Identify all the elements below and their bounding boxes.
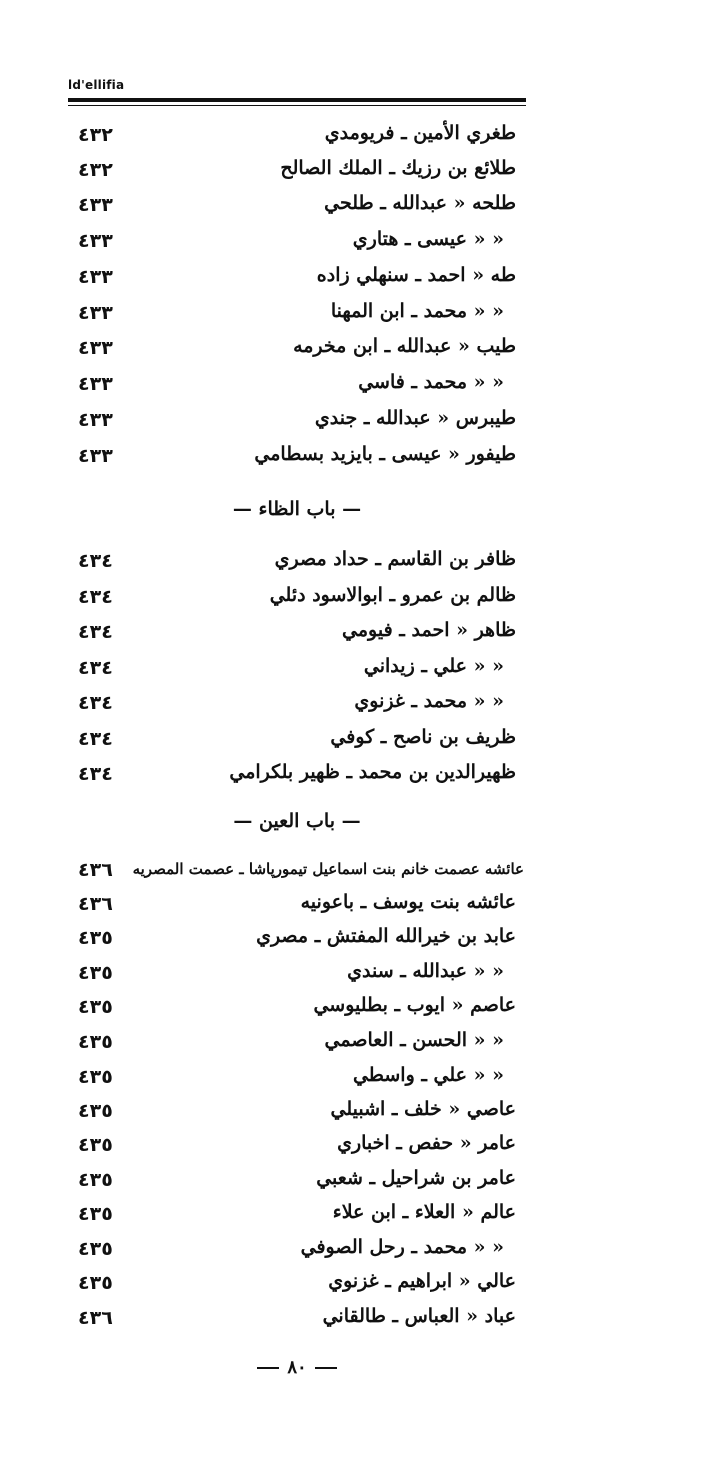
entry-text: ظالم بن عمرو ـ ابوالاسود دئلي bbox=[269, 584, 516, 606]
entry-text: « « محمد ـ ابن المهنا bbox=[330, 300, 504, 322]
index-entry bbox=[68, 921, 526, 955]
entry-text: ظافر بن القاسم ـ حداد مصري bbox=[274, 548, 516, 570]
index-entry bbox=[68, 403, 526, 437]
entry-page-number: ٤٣٥ bbox=[78, 1066, 113, 1088]
entry-text: عائشه عصمت خانم بنت اسماعيل تيمورپاشا ـ عصمت المصريه bbox=[132, 860, 524, 878]
entry-text: طيبرس « عبدالله ـ جندي bbox=[314, 407, 516, 429]
index-entry bbox=[68, 1266, 526, 1300]
index-entry bbox=[68, 224, 526, 258]
entry-text: طيب « عبدالله ـ ابن مخرمه bbox=[293, 335, 516, 357]
index-entry bbox=[68, 990, 526, 1024]
index-entry bbox=[68, 615, 526, 649]
entry-text: « « علي ـ زيداني bbox=[363, 655, 504, 677]
entry-text: طغري الأمين ـ فريومدي bbox=[324, 122, 516, 144]
index-entry bbox=[68, 118, 526, 152]
index-entry bbox=[68, 1128, 526, 1162]
entry-text: ظريف بن ناصح ـ كوفي bbox=[330, 726, 516, 748]
entry-page-number: ٤٣٣ bbox=[78, 230, 113, 252]
entry-page-number: ٤٣٤ bbox=[78, 692, 113, 714]
entry-page-number: ٤٣٦ bbox=[78, 1307, 113, 1329]
entry-page-number: ٤٣٥ bbox=[78, 1272, 113, 1294]
index-entry bbox=[68, 757, 526, 791]
index-entry bbox=[68, 580, 526, 614]
index-entry bbox=[68, 188, 526, 222]
footer-dash-left bbox=[315, 1367, 337, 1369]
entry-page-number: ٤٣٤ bbox=[78, 657, 113, 679]
entry-page-number: ٤٣٥ bbox=[78, 927, 113, 949]
index-entry bbox=[68, 1301, 526, 1335]
entry-text: ظاهر « احمد ـ فيومي bbox=[342, 619, 516, 641]
entry-page-number: ٤٣٥ bbox=[78, 996, 113, 1018]
entry-text: « « محمد ـ غزنوي bbox=[354, 690, 504, 712]
page-number: ٨٠ bbox=[287, 1357, 307, 1378]
entry-page-number: ٤٣٤ bbox=[78, 728, 113, 750]
section-heading: — باب العين — bbox=[233, 810, 361, 832]
header-rule-thin bbox=[68, 105, 526, 106]
entry-text: « « عبدالله ـ سندي bbox=[347, 960, 504, 982]
entry-text: « « الحسن ـ العاصمي bbox=[324, 1029, 504, 1051]
entry-text: عامر بن شراحيل ـ شعبي bbox=[316, 1167, 516, 1189]
entry-text: « « علي ـ واسطي bbox=[352, 1064, 504, 1086]
entry-page-number: ٤٣٤ bbox=[78, 586, 113, 608]
index-entry bbox=[68, 331, 526, 365]
entry-page-number: ٤٣٣ bbox=[78, 337, 113, 359]
entry-text: عامر « حفص ـ اخباري bbox=[337, 1132, 516, 1154]
entry-text: « « عيسى ـ هتاري bbox=[352, 228, 504, 250]
entry-text: طيفور « عيسى ـ بايزيد بسطامي bbox=[254, 443, 516, 465]
entry-page-number: ٤٣٢ bbox=[78, 124, 113, 146]
index-entry bbox=[68, 296, 526, 330]
index-entry bbox=[68, 153, 526, 187]
page-footer bbox=[68, 1357, 526, 1378]
index-entry bbox=[68, 686, 526, 720]
entry-text: عابد بن خيرالله المفتش ـ مصري bbox=[256, 925, 516, 947]
footer-dash-right bbox=[257, 1367, 279, 1369]
entry-page-number: ٤٣٣ bbox=[78, 373, 113, 395]
index-entry bbox=[68, 722, 526, 756]
index-entry bbox=[68, 853, 526, 887]
index-entry bbox=[68, 887, 526, 921]
entry-text: عاصم « ايوب ـ بطليوسي bbox=[313, 994, 516, 1016]
index-entry bbox=[68, 1197, 526, 1231]
entry-page-number: ٤٣٣ bbox=[78, 445, 113, 467]
entry-text: « « محمد ـ فاسي bbox=[358, 371, 504, 393]
index-entry bbox=[68, 544, 526, 578]
entry-text: عاصي « خلف ـ اشبيلي bbox=[330, 1098, 516, 1120]
entry-page-number: ٤٣٤ bbox=[78, 621, 113, 643]
index-entry bbox=[68, 1060, 526, 1094]
entry-page-number: ٤٣٤ bbox=[78, 550, 113, 572]
index-entry bbox=[68, 956, 526, 990]
entry-page-number: ٤٣٥ bbox=[78, 1238, 113, 1260]
entry-text: عالم « العلاء ـ ابن علاء bbox=[332, 1201, 516, 1223]
index-entry bbox=[68, 439, 526, 473]
entry-page-number: ٤٣٣ bbox=[78, 409, 113, 431]
entry-text: « « محمد ـ رحل الصوفي bbox=[300, 1236, 504, 1258]
entry-page-number: ٤٣٥ bbox=[78, 1169, 113, 1191]
index-entry bbox=[68, 1094, 526, 1128]
index-entry bbox=[68, 1163, 526, 1197]
index-entry bbox=[68, 260, 526, 294]
entry-text: ظهيرالدين بن محمد ـ ظهير بلكرامي bbox=[229, 761, 516, 783]
entry-page-number: ٤٣٥ bbox=[78, 1203, 113, 1225]
entry-text: طلحه « عبدالله ـ طلحي bbox=[324, 192, 516, 214]
running-header: ld'ellifia bbox=[68, 78, 125, 92]
entry-text: عباد « العباس ـ طالقاني bbox=[322, 1305, 516, 1327]
entry-text: طلائع بن رزيك ـ الملك الصالح bbox=[280, 157, 516, 179]
header-rule-thick bbox=[68, 98, 526, 102]
entry-page-number: ٤٣٣ bbox=[78, 302, 113, 324]
entry-page-number: ٤٣٥ bbox=[78, 1031, 113, 1053]
index-entry bbox=[68, 651, 526, 685]
index-entry bbox=[68, 1025, 526, 1059]
entry-page-number: ٤٣٣ bbox=[78, 266, 113, 288]
index-entry bbox=[68, 367, 526, 401]
entry-page-number: ٤٣٦ bbox=[78, 859, 113, 881]
entry-text: طه « احمد ـ سنهلي زاده bbox=[316, 264, 516, 286]
entry-page-number: ٤٣٦ bbox=[78, 893, 113, 915]
entry-text: عالي « ابراهيم ـ غزنوي bbox=[328, 1270, 516, 1292]
entry-page-number: ٤٣٣ bbox=[78, 194, 113, 216]
entry-page-number: ٤٣٥ bbox=[78, 1134, 113, 1156]
entry-page-number: ٤٣٤ bbox=[78, 763, 113, 785]
entry-page-number: ٤٣٥ bbox=[78, 1100, 113, 1122]
entry-text: عائشه بنت يوسف ـ باعونيه bbox=[300, 891, 516, 913]
index-entry bbox=[68, 1232, 526, 1266]
section-heading: — باب الظاء — bbox=[232, 498, 362, 520]
entry-page-number: ٤٣٢ bbox=[78, 159, 113, 181]
entry-page-number: ٤٣٥ bbox=[78, 962, 113, 984]
